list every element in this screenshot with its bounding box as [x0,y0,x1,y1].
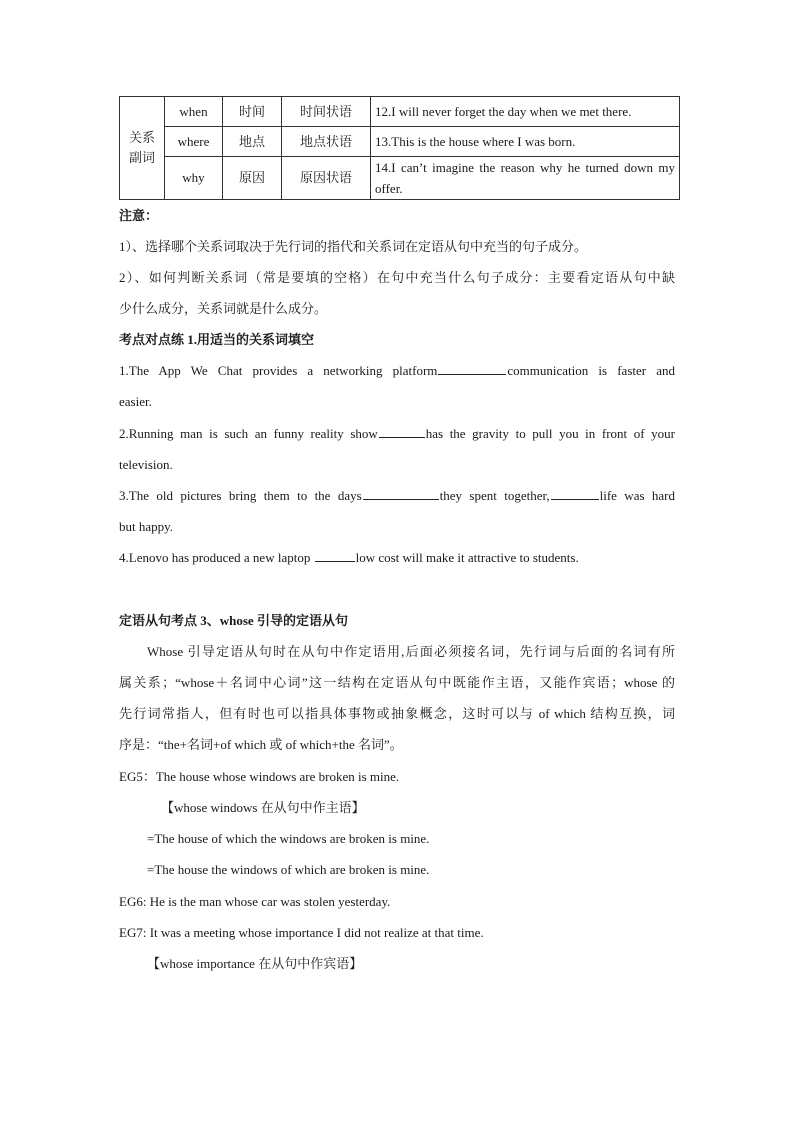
meaning-cell: 地点 [223,127,282,157]
word-cell: when [165,97,223,127]
note-item-1: 1）、选择哪个关系词取决于先行词的指代和关系词在定语从句中充当的句子成分。 [119,239,588,254]
section-3-title: 定语从句考点 3、whose 引导的定语从句 [119,613,348,628]
question-1-cont: easier. [119,394,152,409]
meaning-cell: 时间 [223,97,282,127]
answer-blank[interactable] [551,487,599,500]
table-row [120,127,680,157]
practice-title: 考点对点练 1.用适当的关系词填空 [119,332,315,347]
table-row [120,97,680,127]
function-cell: 原因状语 [282,157,371,200]
answer-blank[interactable] [363,487,439,500]
example-5-alt-2: =The house the windows of which are broken is mine. [147,862,430,877]
section-3-paragraph-line-1: Whose 引导定语从句时在从句中作定语用,后面必须接名词，先行词与后面的名词有所 [147,644,675,659]
example-5: EG5：The house whose windows are broken is mine. [119,769,400,784]
example-cell: 12.I will never forget the day when we met there. [371,97,680,127]
example-5-note: 【whose windows 在从句中作主语】 [161,800,365,815]
question-2-cont: television. [119,457,173,472]
answer-blank[interactable] [315,549,355,562]
notes-title: 注意： [119,208,159,223]
question-4: 4.Lenovo has produced a new laptop low cost will make it attractive to students. [119,550,579,565]
example-cell: 14.I can’t imagine the reason why he turned down my offer. [371,157,680,200]
question-1: 1.The App We Chat provides a networking platform communication is faster and [119,363,675,378]
category-cell [120,97,165,200]
table-row [120,157,680,200]
function-cell: 时间状语 [282,97,371,127]
answer-blank[interactable] [438,362,506,375]
section-3-paragraph-line-2: 属关系；“whose＋名词中心词”这一结构在定语从句中既能作主语，又能作宾语；whose 的 [119,675,675,690]
note-item-2-line-2: 少什么成分，关系词就是什么成分。 [119,301,328,316]
word-cell: where [165,127,223,157]
category-label: 关系副词 [128,130,155,165]
answer-blank[interactable] [379,425,425,438]
example-5-alt-1: =The house of which the windows are broken is mine. [147,831,430,846]
example-7-note: 【whose importance 在从句中作宾语】 [147,956,363,971]
meaning-cell: 原因 [223,157,282,200]
section-3-paragraph-line-4: 序是：“the+名词+of which 或 of which+the 名词”。 [119,737,403,752]
relative-adverb-table [119,96,680,200]
question-3-cont: but happy. [119,519,174,534]
word-cell: why [165,157,223,200]
question-2: 2.Running man is such an funny reality show has the gravity to pull you in front of your [119,426,675,441]
example-7: EG7: It was a meeting whose importance I did not realize at that time. [119,925,484,940]
question-3: 3.The old pictures bring them to the days they spent together, life was hard [119,488,676,503]
note-item-2-line-1: 2）、如何判断关系词（常是要填的空格）在句中充当什么句子成分：主要看定语从句中缺 [119,270,675,285]
example-6: EG6: He is the man whose car was stolen yesterday. [119,894,391,909]
section-3-paragraph-line-3: 先行词常指人，但有时也可以指具体事物或抽象概念，这时可以与 of which 结构互换，词 [119,706,675,721]
example-cell: 13.This is the house where I was born. [371,127,680,157]
function-cell: 地点状语 [282,127,371,157]
